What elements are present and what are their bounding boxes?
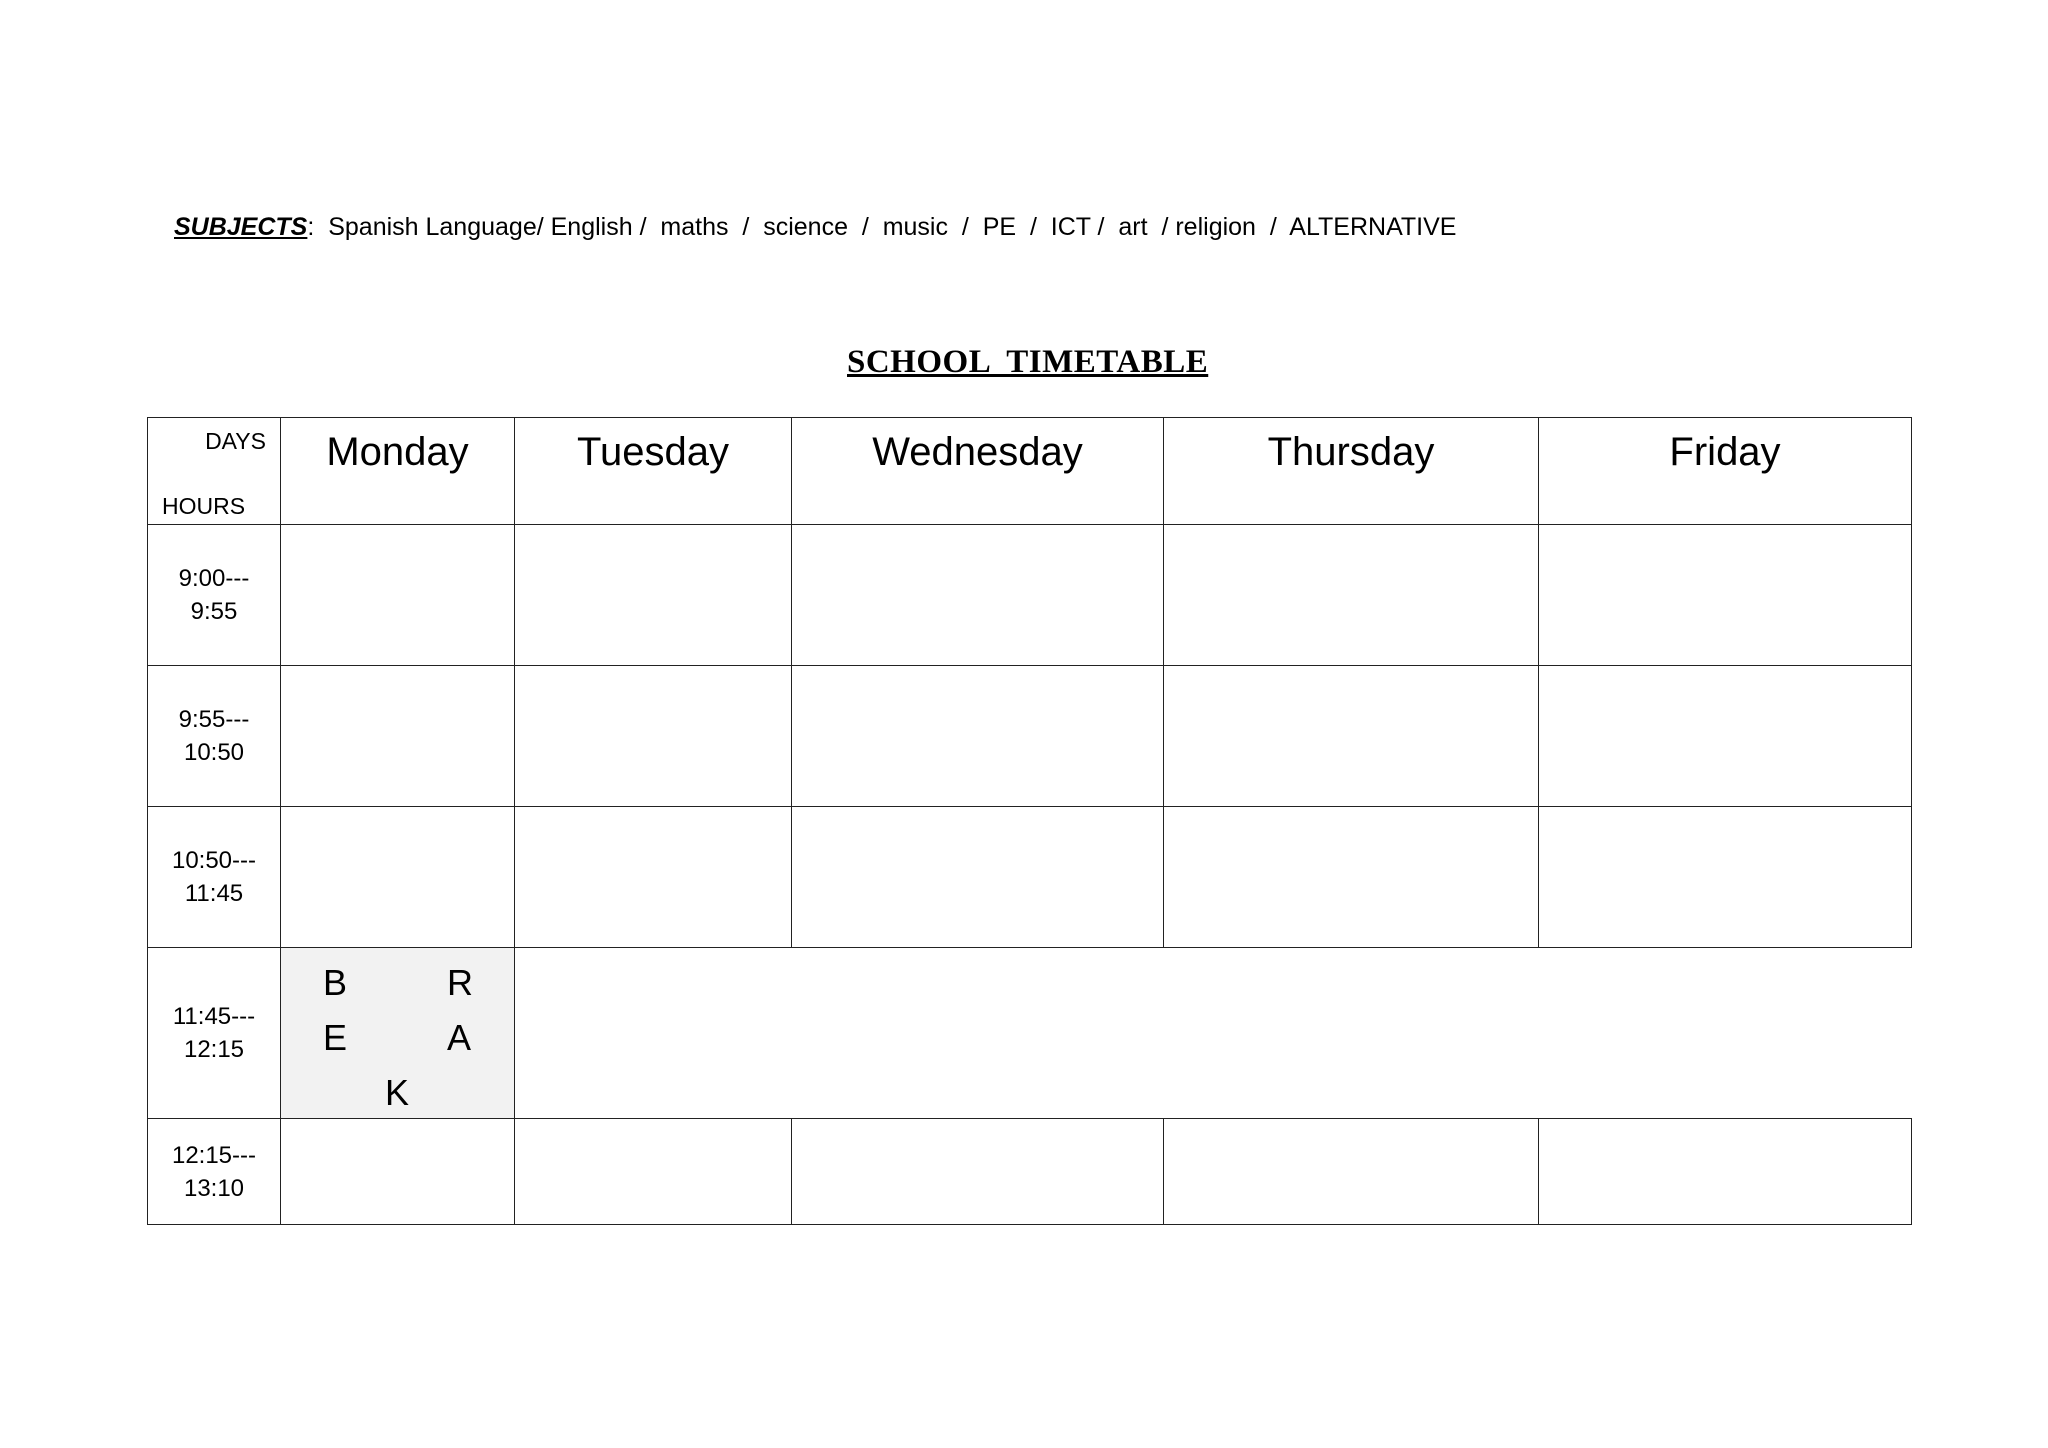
slot-cell[interactable] [1164, 525, 1539, 666]
break-empty-area [515, 948, 1912, 1119]
hour-cell [148, 807, 281, 948]
slot-cell[interactable] [281, 666, 515, 807]
slot-cell[interactable] [792, 1119, 1164, 1225]
subjects-label: SUBJECTS [174, 213, 308, 241]
header-row [148, 418, 1912, 525]
break-letter: K [385, 1072, 410, 1113]
day-header-friday: Friday [1539, 418, 1912, 525]
corner-days-label: DAYS [205, 428, 266, 454]
hour-cell [148, 666, 281, 807]
slot-cell[interactable] [281, 807, 515, 948]
slot-cell[interactable] [1164, 1119, 1539, 1225]
break-cell [281, 948, 515, 1119]
day-header-monday: Monday [281, 418, 515, 525]
break-letter: A [447, 1017, 472, 1058]
slot-cell[interactable] [281, 525, 515, 666]
hour-end: 11:45 [184, 880, 244, 907]
hour-end: 12:15 [183, 1036, 245, 1063]
hour-cell [148, 948, 281, 1119]
slot-cell[interactable] [1539, 807, 1912, 948]
hour-start: 12:15--- [171, 1141, 257, 1169]
hour-start: 11:45--- [172, 1003, 256, 1030]
slot-cell[interactable] [515, 807, 792, 948]
day-header-wednesday: Wednesday [792, 418, 1164, 525]
corner-cell [148, 418, 281, 525]
hour-start: 10:50--- [171, 847, 257, 874]
slot-cell[interactable] [792, 666, 1164, 807]
break-letter: E [323, 1017, 348, 1058]
hour-start: 9:00--- [178, 565, 250, 592]
hour-start: 9:55--- [178, 706, 250, 733]
slot-cell[interactable] [1539, 1119, 1912, 1225]
hour-end: 10:50 [183, 739, 245, 766]
hour-cell [148, 525, 281, 666]
break-letter: B [323, 962, 348, 1003]
hour-end: 9:55 [190, 598, 238, 625]
day-header-tuesday: Tuesday [515, 418, 792, 525]
timetable-row [148, 807, 1912, 948]
slot-cell[interactable] [1164, 666, 1539, 807]
slot-cell[interactable] [515, 666, 792, 807]
slot-cell[interactable] [792, 525, 1164, 666]
timetable [147, 417, 1912, 1225]
slot-cell[interactable] [792, 807, 1164, 948]
break-row [148, 948, 1912, 1119]
slot-cell[interactable] [1539, 666, 1912, 807]
slot-cell[interactable] [281, 1119, 515, 1225]
hour-end: 13:10 [183, 1174, 245, 1202]
timetable-row [148, 525, 1912, 666]
page-title: SCHOOL TIMETABLE [847, 344, 1209, 380]
hour-cell [148, 1119, 281, 1225]
corner-hours-label: HOURS [162, 493, 246, 519]
subjects-line [174, 210, 1456, 244]
timetable-row [148, 1119, 1912, 1225]
slot-cell[interactable] [1164, 807, 1539, 948]
timetable-row [148, 666, 1912, 807]
subjects-list: : Spanish Language/ English / maths / science / music / PE / ICT / art / religion / ALTERNATIVE [307, 213, 1457, 241]
break-letter: R [447, 962, 473, 1003]
day-header-thursday: Thursday [1164, 418, 1539, 525]
slot-cell[interactable] [515, 525, 792, 666]
slot-cell[interactable] [1539, 525, 1912, 666]
slot-cell[interactable] [515, 1119, 792, 1225]
